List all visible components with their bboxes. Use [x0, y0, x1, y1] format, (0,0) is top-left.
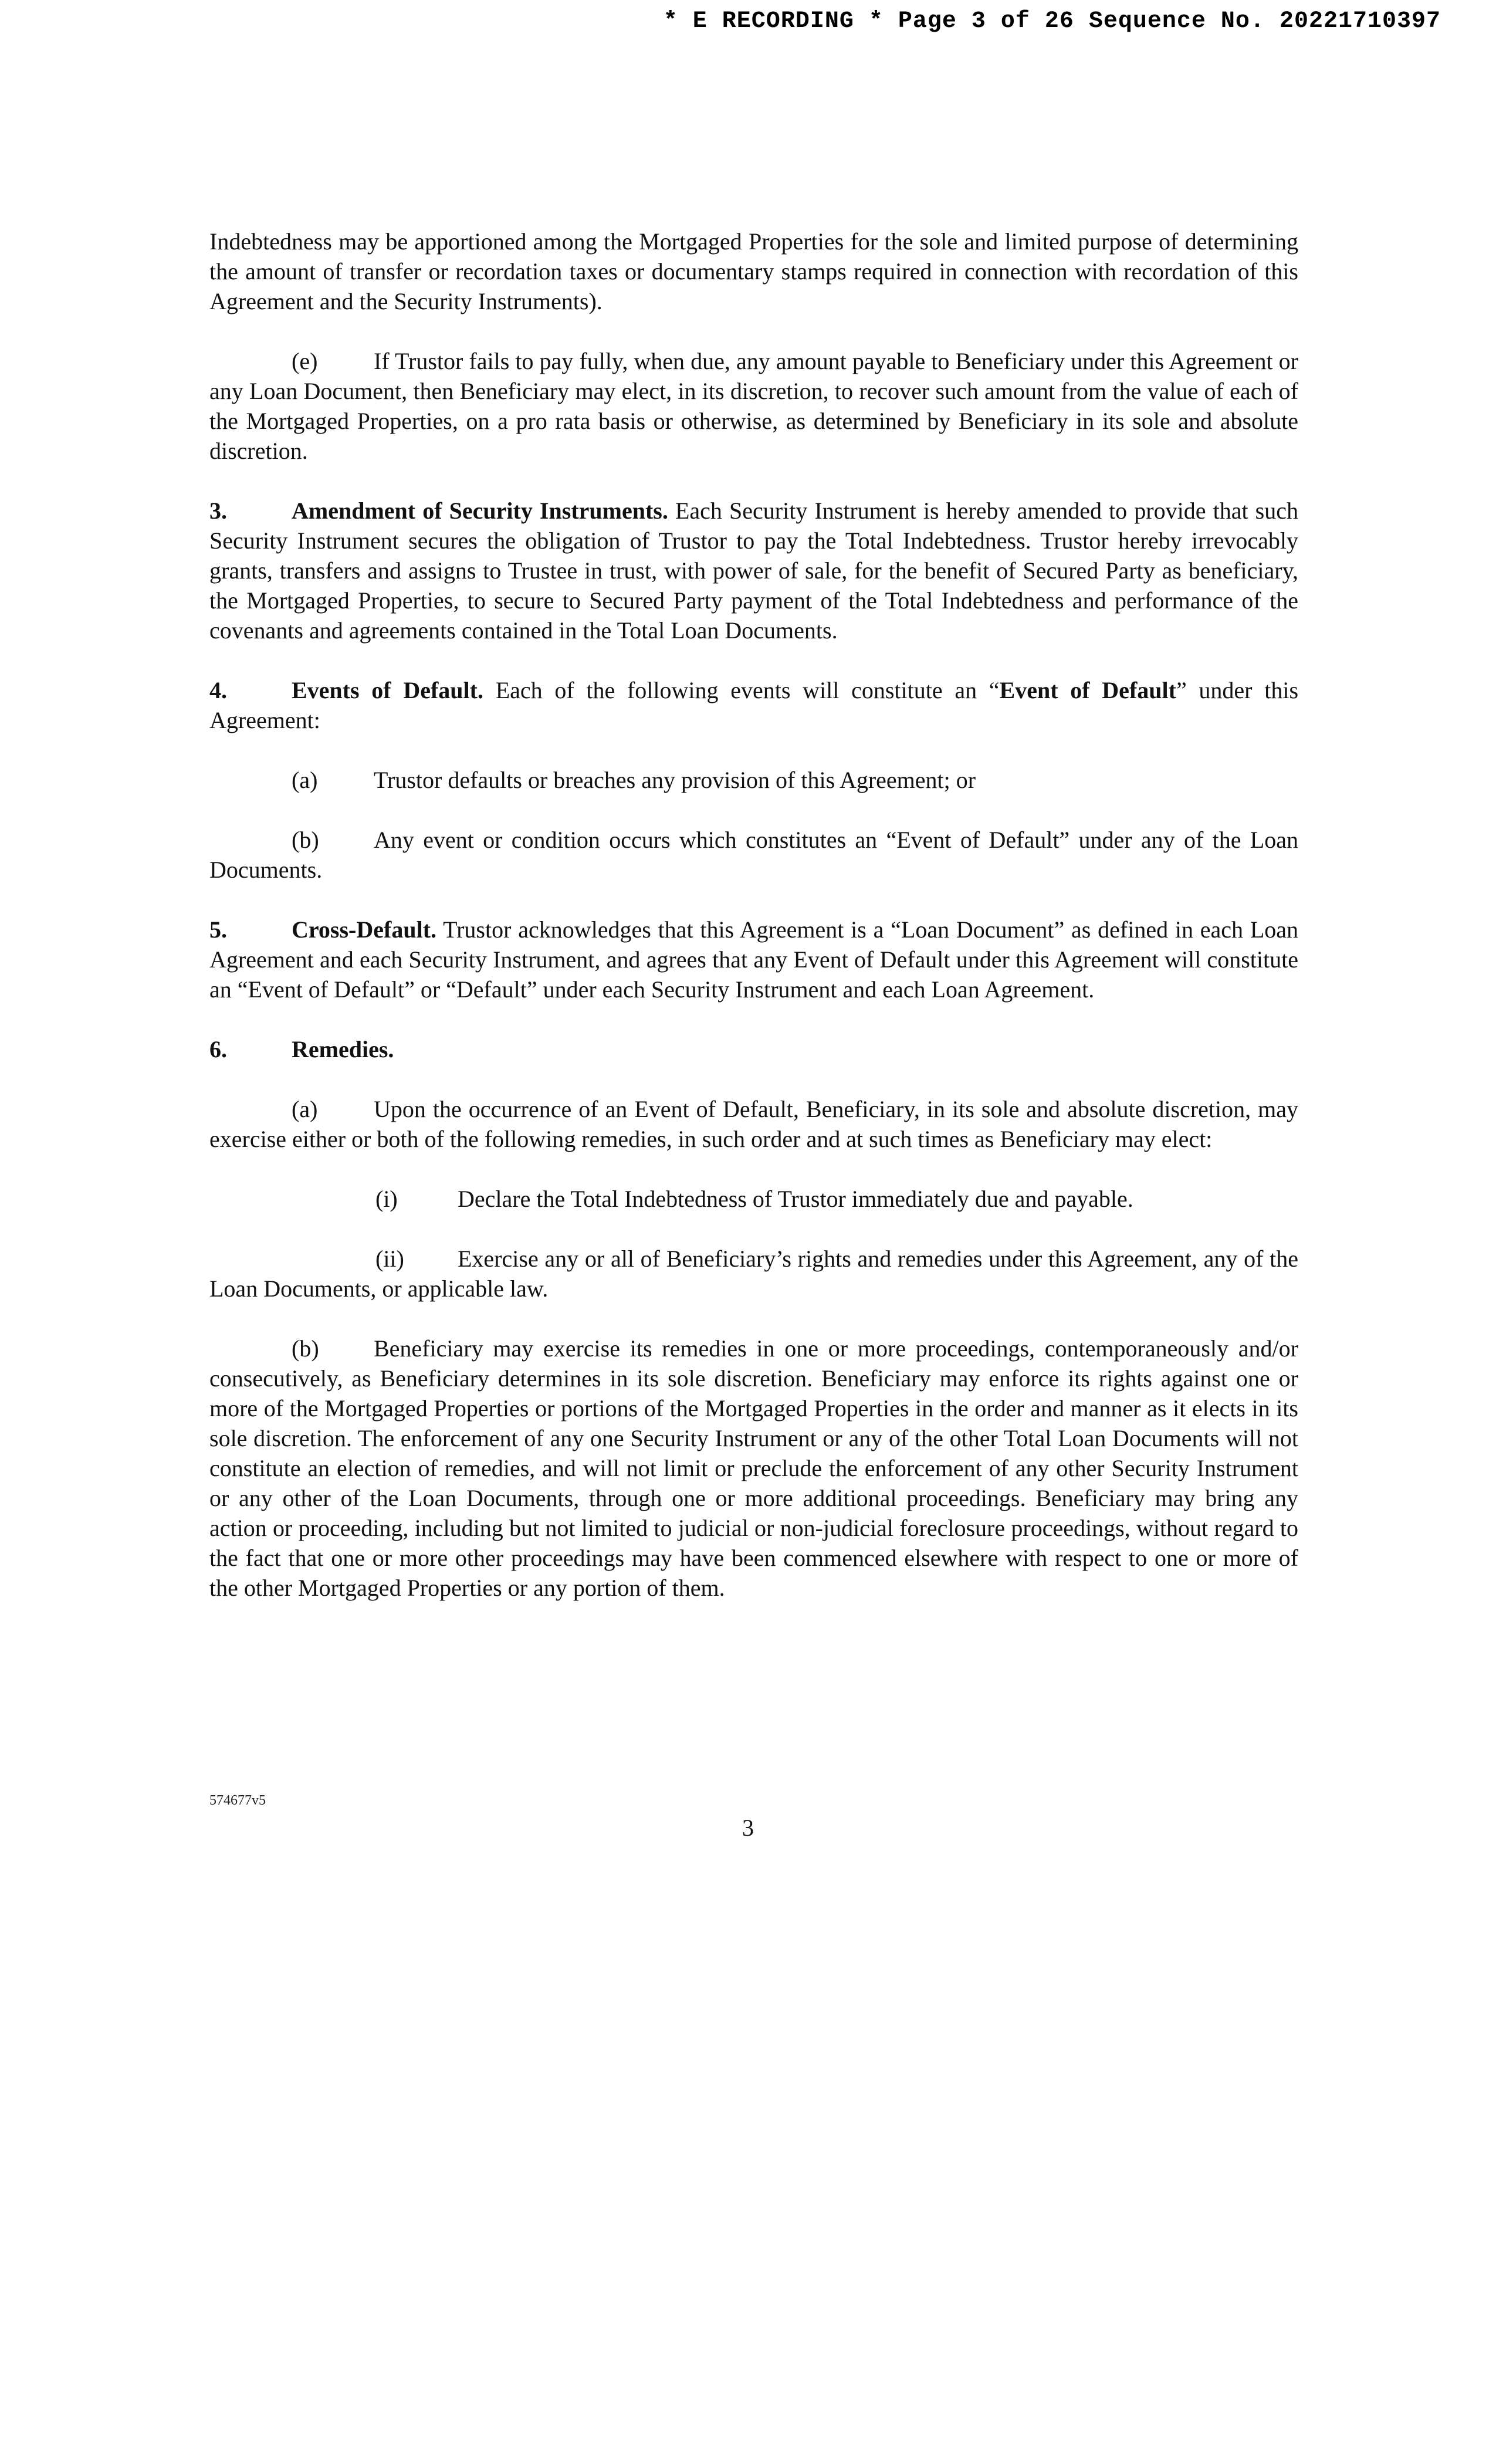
page-number: 3: [742, 1815, 754, 1841]
paragraph-text: Exercise any or all of Beneficiary’s rights and remedies under this Agreement, any of the Loan Documents, or applicable law.: [209, 1245, 1298, 1302]
paragraph-label: (i): [375, 1186, 398, 1212]
paragraph-text: If Trustor fails to pay fully, when due, any amount payable to Beneficiary under this Agreement or any Loan Document, then Beneficiary may elect, in its discretion, to recover such amount from the value of each of the Mortgaged Properties, on a pro rata basis or otherwise, as determined by Beneficiary in its sole and absolute discretion.: [209, 348, 1298, 464]
paragraph-label: (b): [292, 827, 319, 853]
paragraph-6a-i: [209, 1184, 1298, 1214]
section-number: 4.: [209, 677, 227, 703]
paragraph-text: Upon the occurrence of an Event of Default, Beneficiary, in its sole and absolute discretion, may exercise either or both of the following remedies, in such order and at such times as Beneficiary may elect:: [209, 1096, 1298, 1152]
section-4: [209, 675, 1298, 735]
recording-stamp: * E RECORDING * Page 3 of 26 Sequence No. 20221710397: [663, 8, 1441, 35]
section-text: ” under this Agreement:: [209, 677, 1299, 733]
section-text: Trustor acknowledges that this Agreement is a “Loan Document” as defined in each Loan Agreement and each Security Instrument, and agrees that any Event of Default under this Agreement will constitute an “Event of Default” or “Default” under each Security Instrument and each Loan Agreement.: [209, 916, 1298, 1003]
paragraph-label: (e): [292, 348, 318, 374]
section-6: [209, 1034, 1298, 1064]
paragraph-label: (a): [292, 767, 318, 793]
document-id: 574677v5: [209, 1793, 266, 1808]
paragraph-text: Any event or condition occurs which constitutes an “Event of Default” under any of the Loan Documents.: [209, 827, 1298, 883]
paragraph-6b: [209, 1333, 1298, 1603]
paragraph-6a-ii: [209, 1244, 1298, 1304]
section-number: 5.: [209, 916, 227, 943]
section-title: Amendment of Security Instruments.: [292, 497, 668, 524]
paragraph-text: Declare the Total Indebtedness of Trustor immediately due and payable.: [458, 1186, 1133, 1212]
defined-term: Event of Default: [999, 677, 1176, 703]
paragraph-text: Beneficiary may exercise its remedies in one or more proceedings, contemporaneously and/or consecutively, as Beneficiary determines in its sole discretion. Beneficiary may enforce its rights against one or more of the Mortgaged Properties or portions of the Mortgaged Properties in the order and manner as it elects in its sole discretion. The enforcement of any one Security Instrument or any of the other Total Loan Documents will not constitute an election of remedies, and will not limit or preclude the enforcement of any other Security Instrument or any other of the Loan Documents, through one or more additional proceedings. Beneficiary may bring any action or proceeding, including but not limited to judicial or non-judicial foreclosure proceedings, without regard to the fact that one or more other proceedings may have been commenced elsewhere with respect to one or more of the other Mortgaged Properties or any portion of them.: [209, 1335, 1298, 1601]
paragraph-label: (b): [292, 1335, 319, 1362]
section-3: [209, 496, 1298, 645]
section-title: Cross-Default.: [292, 916, 437, 943]
section-text: Each of the following events will constitute an “: [495, 677, 1000, 703]
section-text: Each Security Instrument is hereby amended to provide that such Security Instrument secures the obligation of Trustor to pay the Total Indebtedness. Trustor hereby irrevocably grants, transfers and assigns to Trustee in trust, with power of sale, for the benefit of Secured Party as beneficiary, the Mortgaged Properties, to secure to Secured Party payment of the Total Indebtedness and performance of the covenants and agreements contained in the Total Loan Documents.: [209, 497, 1299, 644]
paragraph-label: (ii): [375, 1245, 404, 1272]
section-title: Remedies.: [292, 1036, 394, 1062]
paragraph-2e: [209, 346, 1298, 466]
section-title: Events of Default.: [292, 677, 483, 703]
paragraph-text: Trustor defaults or breaches any provision of this Agreement; or: [374, 767, 976, 793]
paragraph-6a: [209, 1094, 1298, 1154]
paragraph-4a: [209, 765, 1298, 795]
document-body: [209, 226, 1298, 1603]
section-number: 6.: [209, 1036, 227, 1062]
section-5: [209, 915, 1298, 1004]
section-number: 3.: [209, 497, 227, 524]
paragraph-label: (a): [292, 1096, 318, 1122]
paragraph-continuation: Indebtedness may be apportioned among the Mortgaged Properties for the sole and limited purpose of determining the amount of transfer or recordation taxes or documentary stamps required in connection with recordation of this Agreement and the Security Instruments).: [209, 228, 1298, 314]
paragraph-4b: [209, 825, 1298, 885]
